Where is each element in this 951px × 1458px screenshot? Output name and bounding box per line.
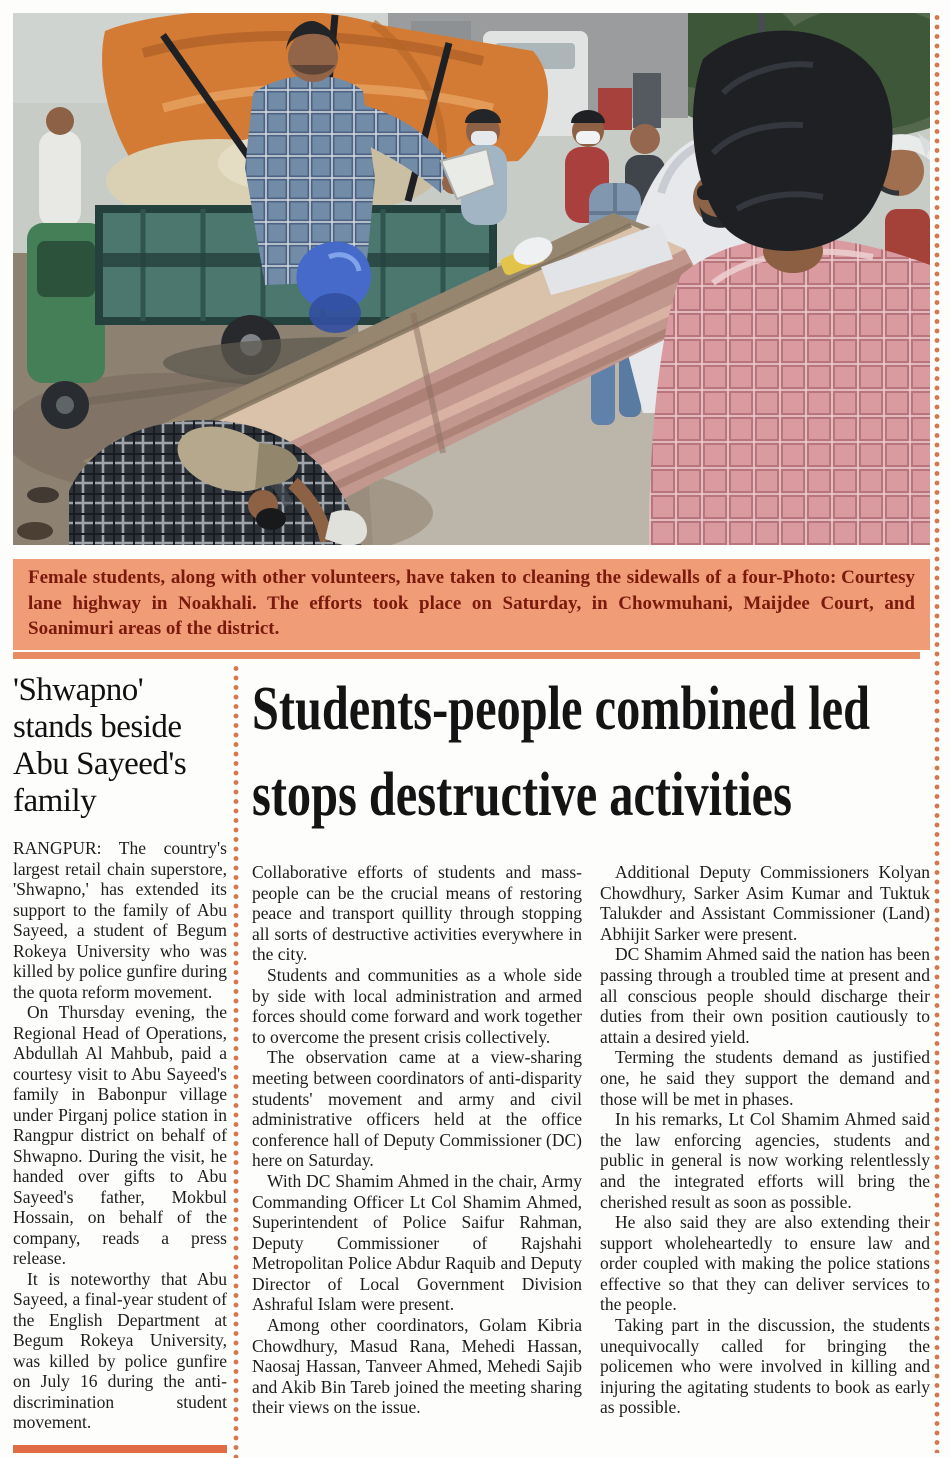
right-dotted-border xyxy=(934,13,940,1453)
article-paragraph: Among other coordinators, Golam Kibria Chowdhury, Masud Rana, Mehedi Hassan, Naosaj Hassan, Tanveer Ahmed, Mehedi Sajib and Akib Bin Tareb joined the meeting sharing their views on the issue. xyxy=(252,1315,582,1418)
article-paragraph: DC Shamim Ahmed said the nation has been passing through a troubled time at present and all conscious people should discharge their duties from their own position cautiously to attain a desired yield. xyxy=(600,944,930,1047)
main-article-headline-line: stops destructive activities xyxy=(252,761,792,829)
photo-caption-text: Female students, along with other volunteers, have taken to cleaning the sidewalls of a four-lane highway in Noakhali. The efforts took place on Saturday, in Chowmuhani, Maijdee Court, and Soanimuri areas of the district. xyxy=(28,567,915,639)
left-article-paragraph: On Thursday evening, the Regional Head of Operations, Abdullah Al Mahbub, paid a courtesy visit to Abu Sayeed's family in Babonpur village under Pirganj police station in Rangpur district on behalf of Shwapno. During the visit, he handed over gifts to Abu Sayeed's father, Mokbul Hossain, on behalf of the company, reads a press release. xyxy=(13,1002,227,1268)
main-article-headline xyxy=(252,666,930,838)
main-article-body xyxy=(252,862,930,1418)
article-paragraph: Terming the students demand as justified one, he said they support the demand and those will be met in phases. xyxy=(600,1047,930,1109)
column-divider-dotted xyxy=(233,664,239,1458)
photo-caption xyxy=(13,559,930,650)
article-paragraph: In his remarks, Lt Col Shamim Ahmed said the law enforcing agencies, students and public in general is now working relentlessly and the integrated efforts will bring the cherished result as soon as possible. xyxy=(600,1109,930,1212)
left-article-end-bar xyxy=(13,1445,227,1453)
left-article-paragraph: RANGPUR: The country's largest retail chain superstore, 'Shwapno,' has extended its support to the family of Abu Sayeed, a student of Begum Rokeya University who was killed by police gunfire during the quota reform movement. xyxy=(13,838,227,1002)
main-article xyxy=(252,660,930,1418)
article-paragraph: The observation came at a view-sharing meeting between coordinators of anti-disparity students' movement and army and civil administrative officers held at the office conference hall of Deputy Commissioner (DC) here on Saturday. xyxy=(252,1047,582,1171)
caption-rule xyxy=(13,652,920,659)
photo-credit: Photo: Courtesy xyxy=(782,567,915,588)
article-paragraph: Taking part in the discussion, the students unequivocally called for bringing the policemen who were involved in killing and injuring the agitating students to book as early as possible. xyxy=(600,1315,930,1418)
left-article-headline: 'Shwapno' stands beside Abu Sayeed's family xyxy=(13,672,187,819)
news-photo-illustration xyxy=(13,13,930,545)
article-paragraph: Additional Deputy Commissioners Kolyan Chowdhury, Sarker Asim Kumar and Tuktuk Talukder and Assistant Commissioner (Land) Abhijit Sarker were present. xyxy=(600,862,930,944)
main-article-headline-line: Students-people combined led xyxy=(252,675,871,743)
left-article-paragraph: It is noteworthy that Abu Sayeed, a final-year student of the English Department at Begum Rokeya University, was killed by police gunfire on July 16 during the anti-discrimination student movement. xyxy=(13,1268,227,1432)
main-article-column-1 xyxy=(252,862,582,1418)
news-photo xyxy=(13,13,930,545)
article-paragraph: Students and communities as a whole side by side with local administration and armed forces should come forward and work together to overcome the present crisis collectively. xyxy=(252,964,582,1047)
left-article xyxy=(13,662,227,1433)
main-article-column-2 xyxy=(600,862,930,1418)
article-paragraph: With DC Shamim Ahmed in the chair, Army Commanding Officer Lt Col Shamim Ahmed, Superintendent of Police Saifur Rahman, Deputy Commissioner of Rajshahi Metropolitan Police Abdur Raquib and Deputy Director of Local Government Division Ashraful Islam were present. xyxy=(252,1170,582,1315)
article-paragraph: Collaborative efforts of students and mass-people can be the crucial means of restoring peace and transport quillity through stopping all sorts of destructive activities everywhere in the city. xyxy=(252,862,582,965)
article-paragraph: He also said they are also extending their support wholeheartedly to ensure law and order coupled with making the police stations effective so that they can deliver services to the people. xyxy=(600,1212,930,1315)
